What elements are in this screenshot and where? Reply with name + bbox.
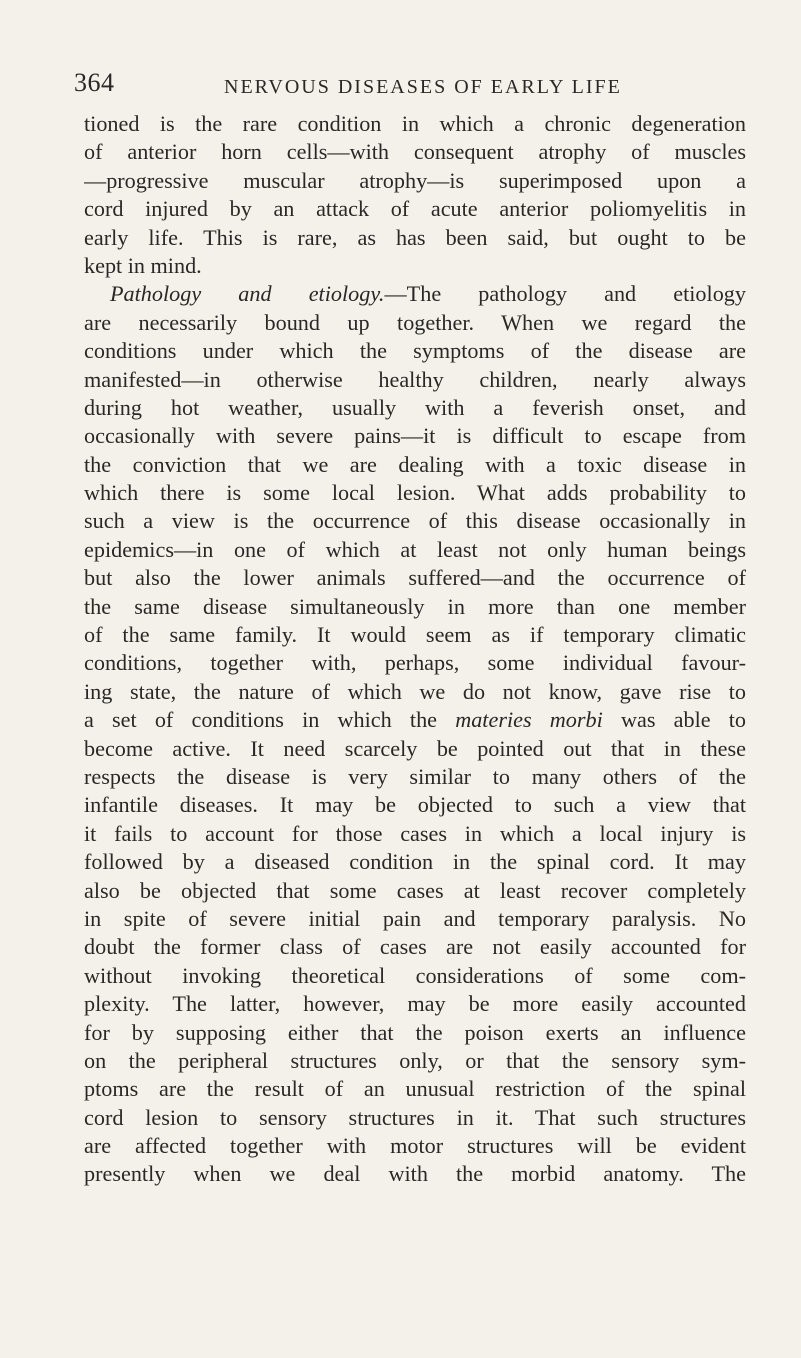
text-line: of the same family. It would seem as if temporary climatic xyxy=(84,622,746,648)
text-line: cord lesion to sensory structures in it. That such structures xyxy=(84,1104,746,1130)
text-line: become active. It need scarcely be pointed out that in these xyxy=(84,735,746,761)
text-line: presently when we deal with the morbid anatomy. The xyxy=(84,1161,746,1187)
body-text xyxy=(84,110,746,1189)
text-line: doubt the former class of cases are not easily accounted for xyxy=(84,934,746,960)
section-heading: Pathology and etiology. xyxy=(110,281,385,307)
text-line: manifested—in otherwise healthy children, nearly always xyxy=(84,366,746,392)
text-line: infantile diseases. It may be objected to such a view that xyxy=(84,792,746,818)
text-line: of anterior horn cells—with consequent atrophy of muscles xyxy=(84,139,746,165)
running-head: NERVOUS DISEASES OF EARLY LIFE xyxy=(224,76,622,98)
page-number: 364 xyxy=(74,68,115,97)
text-line: during hot weather, usually with a feverish onset, and xyxy=(84,394,746,420)
text-line: ptoms are the result of an unusual restriction of the spinal xyxy=(84,1076,746,1102)
text-line: which there is some local lesion. What adds probability to xyxy=(84,480,746,506)
text-line: tioned is the rare condition in which a chronic degeneration xyxy=(84,111,746,136)
text-line: in spite of severe initial pain and temporary paralysis. No xyxy=(84,905,746,931)
text-line: are necessarily bound up together. When we regard the xyxy=(84,309,746,335)
text-line: on the peripheral structures only, or that the sensory sym- xyxy=(84,1047,746,1073)
text-line: epidemics—in one of which at least not only human beings xyxy=(84,536,746,562)
text-line: also be objected that some cases at least recover completely xyxy=(84,877,746,903)
text-line: conditions under which the symptoms of the disease are xyxy=(84,338,746,364)
text-line: respects the disease is very similar to many others of the xyxy=(84,763,746,789)
text-line: without invoking theoretical considerations of some com- xyxy=(84,962,746,988)
materies-before: a set of conditions in which the xyxy=(84,707,456,733)
materies-line xyxy=(84,706,746,734)
text-line: followed by a diseased condition in the spinal cord. It may xyxy=(84,849,746,875)
text-line: the same disease simultaneously in more than one member xyxy=(84,593,746,619)
section-heading-line xyxy=(84,280,746,308)
text-line: but also the lower animals suffered—and the occurrence of xyxy=(84,565,746,591)
text-line: kept in mind. xyxy=(84,252,202,278)
text-line: —progressive muscular atrophy—is superimposed upon a xyxy=(84,167,746,193)
section-heading-rest: —The pathology and etiology xyxy=(384,281,746,307)
text-line: for by supposing either that the poison exerts an influence xyxy=(84,1019,746,1045)
text-line: are affected together with motor structures will be evident xyxy=(84,1133,746,1159)
text-line: plexity. The latter, however, may be more easily accounted xyxy=(84,991,746,1017)
materies-after: was able to xyxy=(602,707,746,733)
materies-italic: materies morbi xyxy=(455,707,603,733)
text-line: conditions, together with, perhaps, some individual favour- xyxy=(84,650,746,676)
text-line: occasionally with severe pains—it is difficult to escape from xyxy=(84,423,746,449)
text-line: cord injured by an attack of acute anterior poliomyelitis in xyxy=(84,196,746,222)
text-line: the conviction that we are dealing with a toxic disease in xyxy=(84,451,746,477)
text-line: early life. This is rare, as has been said, but ought to be xyxy=(84,224,746,250)
text-line: such a view is the occurrence of this disease occasionally in xyxy=(84,508,746,534)
page-header xyxy=(74,68,754,108)
text-line: it fails to account for those cases in which a local injury is xyxy=(84,820,746,846)
text-line: ing state, the nature of which we do not know, gave rise to xyxy=(84,678,746,704)
